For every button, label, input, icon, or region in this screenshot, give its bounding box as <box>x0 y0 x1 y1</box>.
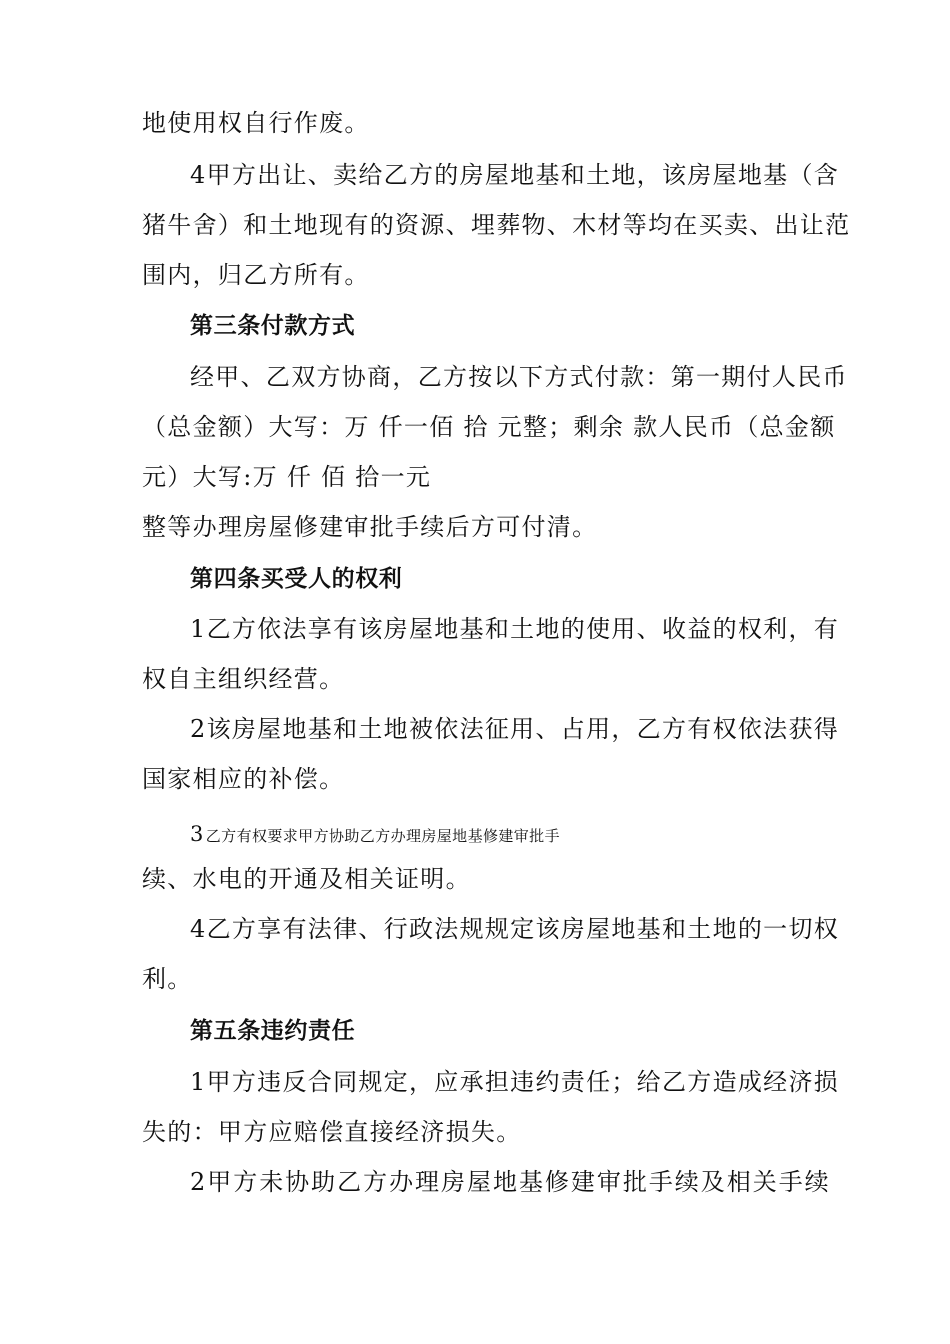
paragraph-line: 元）大写:万 仟 佰 拾一元 <box>142 463 432 491</box>
paragraph-line: 4乙方享有法律、行政法规规定该房屋地基和土地的一切权 <box>190 915 840 943</box>
paragraph-line: 失的：甲方应赔偿直接经济损失。 <box>142 1118 522 1146</box>
section-heading: 第四条买受人的权利 <box>190 566 403 592</box>
paragraph-line: 4甲方出让、卖给乙方的房屋地基和土地，该房屋地基（含 <box>190 161 840 189</box>
paragraph-line-small <box>190 818 830 852</box>
paragraph-line: 猪牛舍）和土地现有的资源、埋葬物、木材等均在买卖、出让范 <box>142 211 851 239</box>
section-heading: 第三条付款方式 <box>190 313 356 339</box>
item-number: 3 <box>190 822 204 846</box>
paragraph-line: （总金额）大写：万 仟一佰 拾 元整；剩余 款人民币（总金额 <box>142 413 836 441</box>
paragraph-line: 1乙方依法享有该房屋地基和土地的使用、收益的权利，有 <box>190 615 840 643</box>
paragraph-line: 围内，归乙方所有。 <box>142 261 370 289</box>
paragraph-line: 2该房屋地基和土地被依法征用、占用，乙方有权依法获得 <box>190 715 840 743</box>
paragraph-line: 地使用权自行作废。 <box>142 109 370 137</box>
section-heading: 第五条违约责任 <box>190 1018 356 1044</box>
paragraph-line: 国家相应的补偿。 <box>142 765 345 793</box>
item-text: 乙方有权要求甲方协助乙方办理房屋地基修建审批手 <box>205 827 560 845</box>
paragraph-line: 经甲、乙双方协商，乙方按以下方式付款：第一期付人民币 <box>190 363 848 391</box>
paragraph-line: 利。 <box>142 965 193 993</box>
paragraph-line: 整等办理房屋修建审批手续后方可付清。 <box>142 513 598 541</box>
paragraph-line: 续、水电的开通及相关证明。 <box>142 865 471 893</box>
paragraph-line: 2甲方未协助乙方办理房屋地基修建审批手续及相关手续 <box>190 1168 830 1196</box>
paragraph-line: 权自主组织经营。 <box>142 665 345 693</box>
paragraph-line: 1甲方违反合同规定，应承担违约责任；给乙方造成经济损 <box>190 1068 840 1096</box>
